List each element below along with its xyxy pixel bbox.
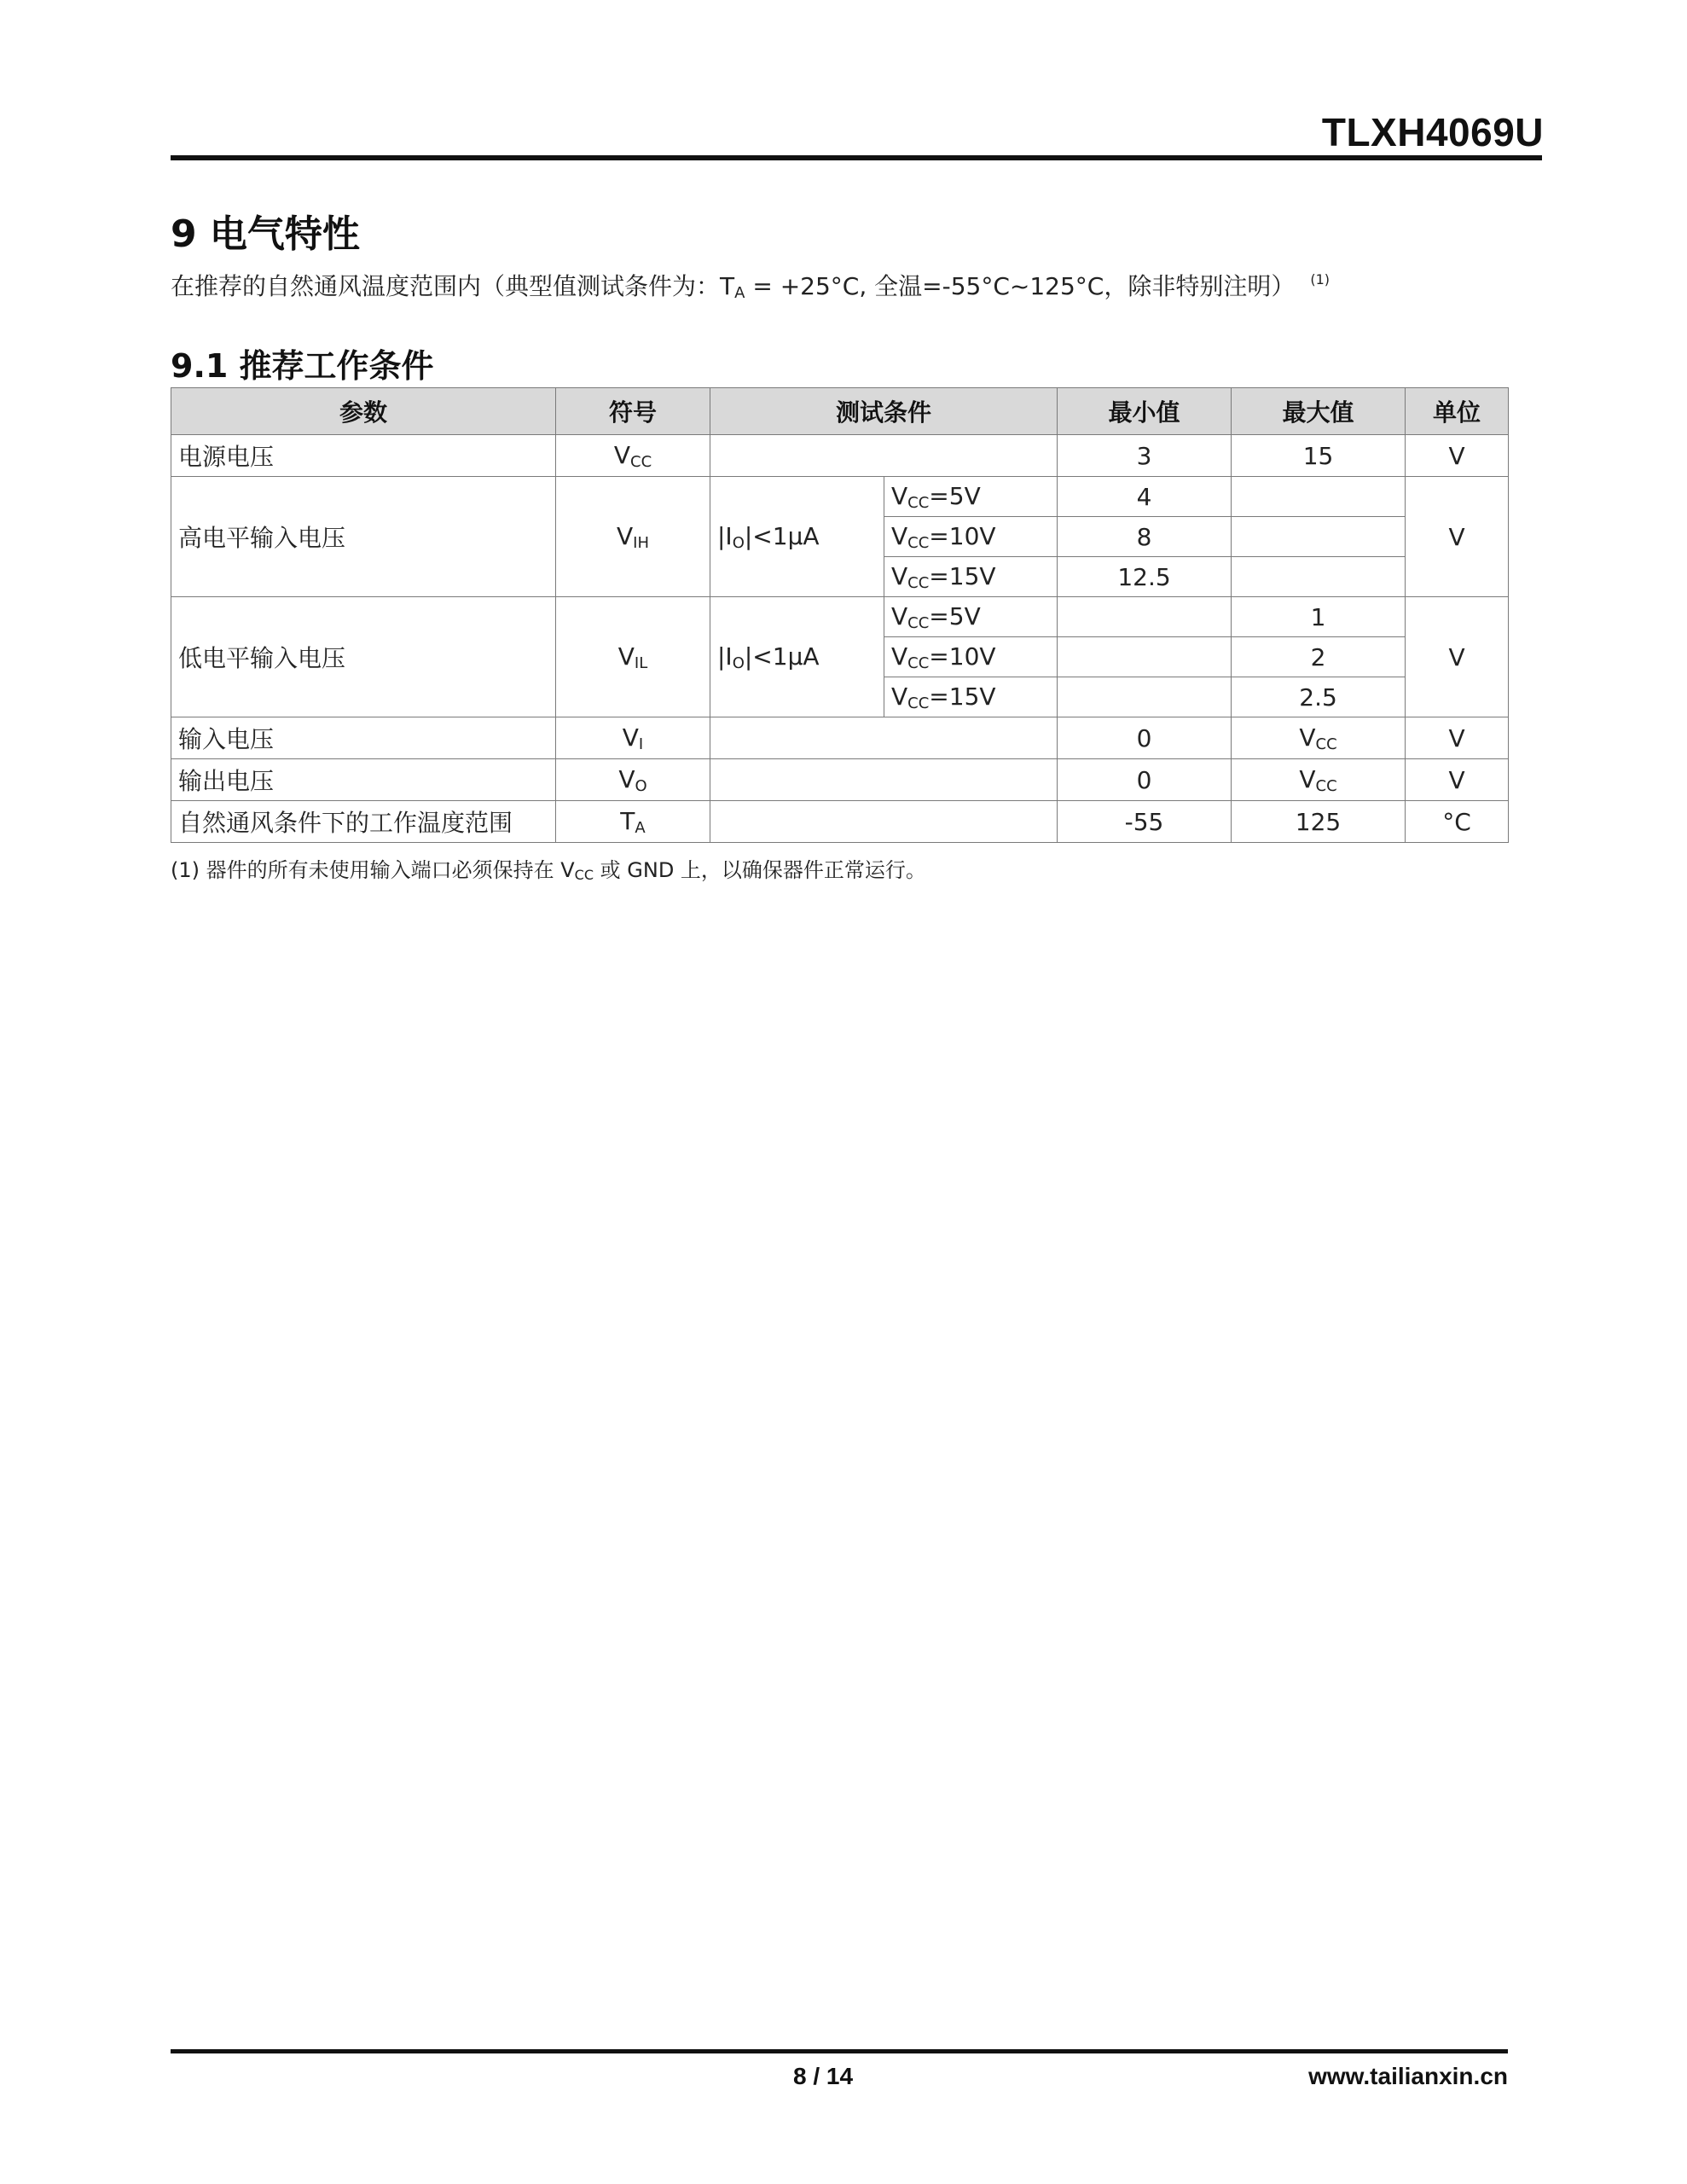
supply-value: =15V (929, 561, 996, 590)
supply-sub: CC (907, 653, 930, 672)
symbol-cell (556, 759, 710, 801)
table-row (171, 801, 1509, 843)
max-cell (1232, 759, 1406, 801)
supply-value: =10V (929, 642, 996, 671)
supply-condition-cell (884, 517, 1058, 557)
unit-cell: V (1406, 435, 1509, 477)
min-cell: 4 (1058, 477, 1232, 517)
supply-v: V (891, 521, 908, 550)
footer-website: www.tailianxin.cn (1308, 2063, 1508, 2089)
max-cell (1232, 557, 1406, 597)
min-cell: -55 (1058, 801, 1232, 843)
header-min: 最小值 (1058, 388, 1232, 435)
header-unit: 单位 (1406, 388, 1509, 435)
header-condition: 测试条件 (710, 388, 1058, 435)
intro-text-after: = +25°C, 全温=-55°C~125°C，除非特别注明） (745, 272, 1296, 300)
unit-cell: V (1406, 477, 1509, 597)
param-cell: 高电平输入电压 (171, 477, 556, 597)
intro-text-before: 在推荐的自然通风温度范围内（典型值测试条件为：T (171, 272, 735, 300)
min-cell: 0 (1058, 717, 1232, 759)
supply-value: =15V (929, 682, 996, 711)
page-number: 8 / 14 (793, 2063, 854, 2089)
max-cell: 15 (1232, 435, 1406, 477)
header-param: 参数 (171, 388, 556, 435)
condition-cell (710, 759, 1058, 801)
supply-v: V (891, 481, 908, 510)
subsection-title: 9.1 推荐工作条件 (171, 347, 434, 385)
supply-sub: CC (907, 694, 930, 712)
condition-pre: |I (717, 642, 733, 671)
symbol-cell (556, 801, 710, 843)
symbol-main: V (622, 723, 639, 752)
max-cell (1232, 717, 1406, 759)
supply-v: V (891, 642, 908, 671)
symbol-sub: IL (634, 653, 648, 672)
min-cell: 3 (1058, 435, 1232, 477)
condition-cell (710, 597, 884, 717)
param-cell: 输入电压 (171, 717, 556, 759)
unit-cell: °C (1406, 801, 1509, 843)
symbol-main: V (618, 764, 635, 793)
supply-value: =10V (929, 521, 996, 550)
condition-cell (710, 801, 1058, 843)
max-main: V (1299, 723, 1316, 752)
condition-sub: O (732, 653, 745, 672)
min-cell (1058, 597, 1232, 637)
max-cell: 2.5 (1232, 677, 1406, 717)
table-row (171, 435, 1509, 477)
condition-post: |<1μA (744, 521, 820, 550)
supply-condition-cell (884, 637, 1058, 677)
max-cell (1232, 477, 1406, 517)
min-cell: 0 (1058, 759, 1232, 801)
symbol-sub: I (638, 735, 644, 753)
footnote-text-after: 或 GND 上，以确保器件正常运行。 (594, 858, 926, 882)
condition-cell (710, 477, 884, 597)
section-intro (171, 268, 1330, 302)
min-cell (1058, 677, 1232, 717)
header-max: 最大值 (1232, 388, 1406, 435)
symbol-main: T (620, 806, 635, 835)
section-title: 9 电气特性 (171, 212, 360, 256)
footnote-subscript: CC (574, 867, 594, 883)
intro-note-ref: (1) (1310, 271, 1330, 288)
symbol-cell (556, 435, 710, 477)
symbol-main: V (617, 521, 634, 550)
min-cell: 8 (1058, 517, 1232, 557)
unit-cell: V (1406, 597, 1509, 717)
max-cell: 1 (1232, 597, 1406, 637)
symbol-sub: IH (633, 533, 649, 552)
max-main: V (1299, 764, 1316, 793)
symbol-cell (556, 597, 710, 717)
table-row (171, 759, 1509, 801)
max-sub: CC (1315, 735, 1337, 753)
symbol-main: V (617, 642, 635, 671)
param-cell: 输出电压 (171, 759, 556, 801)
max-cell (1232, 517, 1406, 557)
supply-sub: CC (907, 613, 930, 632)
supply-condition-cell (884, 677, 1058, 717)
symbol-cell (556, 717, 710, 759)
max-cell: 125 (1232, 801, 1406, 843)
supply-value: =5V (929, 481, 981, 510)
table-row (171, 717, 1509, 759)
supply-v: V (891, 682, 908, 711)
supply-v: V (891, 561, 908, 590)
footnote-text-before: (1) 器件的所有未使用输入端口必须保持在 V (171, 858, 575, 882)
condition-sub: O (732, 533, 745, 552)
supply-v: V (891, 601, 908, 630)
footer-rule (171, 2049, 1508, 2053)
symbol-sub: A (635, 818, 646, 837)
supply-sub: CC (907, 493, 930, 512)
max-sub: CC (1315, 776, 1337, 795)
table-row (171, 597, 1509, 637)
symbol-main: V (613, 440, 630, 469)
symbol-sub: O (635, 776, 647, 795)
min-cell (1058, 637, 1232, 677)
unit-cell: V (1406, 717, 1509, 759)
supply-sub: CC (907, 533, 930, 552)
header-rule (171, 155, 1542, 160)
header-symbol: 符号 (556, 388, 710, 435)
max-cell: 2 (1232, 637, 1406, 677)
condition-post: |<1μA (744, 642, 820, 671)
supply-value: =5V (929, 601, 981, 630)
min-cell: 12.5 (1058, 557, 1232, 597)
supply-condition-cell (884, 557, 1058, 597)
param-cell: 低电平输入电压 (171, 597, 556, 717)
symbol-cell (556, 477, 710, 597)
condition-cell (710, 717, 1058, 759)
table-row (171, 477, 1509, 517)
param-cell: 电源电压 (171, 435, 556, 477)
condition-pre: |I (717, 521, 733, 550)
recommended-conditions-table (171, 387, 1509, 843)
intro-subscript: A (734, 284, 745, 302)
symbol-sub: CC (630, 452, 652, 471)
param-cell: 自然通风条件下的工作温度范围 (171, 801, 556, 843)
unit-cell: V (1406, 759, 1509, 801)
supply-condition-cell (884, 597, 1058, 637)
supply-sub: CC (907, 573, 930, 592)
table-header-row (171, 388, 1509, 435)
supply-condition-cell (884, 477, 1058, 517)
footnote (171, 853, 926, 883)
document-title: TLXH4069U (1321, 110, 1544, 154)
condition-cell (710, 435, 1058, 477)
